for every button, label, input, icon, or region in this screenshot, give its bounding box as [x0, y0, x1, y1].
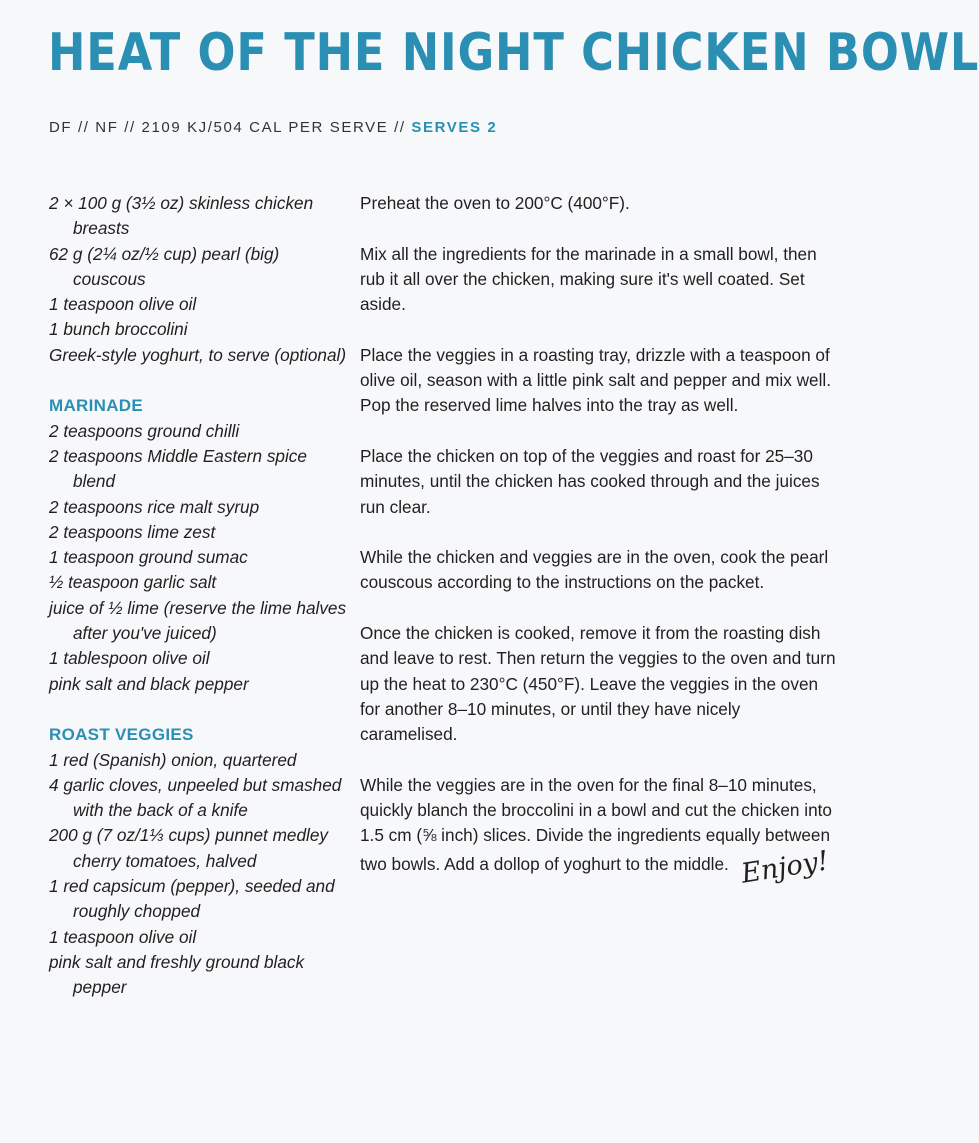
method-column — [360, 191, 838, 902]
enjoy-signoff: Enjoy! — [738, 845, 831, 890]
marinade-item: 2 teaspoons lime zest — [49, 521, 216, 542]
veggie-item: 200 g (7 oz/1⅓ cups) punnet medley cherry tomatoes, halved — [49, 825, 328, 871]
marinade-item: 1 tablespoon olive oil — [49, 648, 210, 669]
veggie-item: 1 teaspoon olive oil — [49, 926, 197, 947]
marinade-item: ½ teaspoon garlic salt — [49, 572, 217, 593]
marinade-item: juice of ½ lime (reserve the lime halves after you've juiced) — [49, 597, 347, 644]
method-step-text: While the veggies are in the oven for the final 8–10 minutes, quickly blanch the broccolini in a bowl and cut the chicken into 1.5 cm (⅝ inch) slices. Divide the ingredients equally between two bowls. Add a dollop of yoghurt to the middle. — [360, 774, 832, 874]
roast-veggies-heading: ROAST VEGGIES — [49, 725, 194, 745]
serves-info: SERVES 2 — [411, 119, 498, 136]
method-step: Preheat the oven to 200°C (400°F). — [360, 193, 630, 213]
method-step: Place the chicken on top of the veggies and roast for 25–30 minutes, until the chicken has cooked through and the juices run clear. — [360, 445, 820, 517]
ingredient-item: 1 teaspoon olive oil — [49, 294, 197, 315]
ingredient-item: 2 × 100 g (3½ oz) skinless chicken breasts — [49, 193, 314, 239]
marinade-item: 2 teaspoons ground chilli — [49, 420, 240, 441]
method-step: Mix all the ingredients for the marinade in a small bowl, then rub it all over the chicken, making sure it's well coated. Set aside. — [360, 243, 817, 315]
veggie-item: 4 garlic cloves, unpeeled but smashed with the back of a knife — [49, 774, 342, 821]
ingredients-column — [49, 191, 349, 1001]
recipe-meta — [49, 119, 497, 136]
marinade-item: pink salt and black pepper — [49, 673, 249, 694]
method-step: While the chicken and veggies are in the oven, cook the pearl couscous according to the instructions on the packet. — [360, 547, 829, 593]
marinade-item: 2 teaspoons Middle Eastern spice blend — [49, 445, 307, 492]
veggie-item: 1 red (Spanish) onion, quartered — [49, 749, 297, 770]
method-step-final — [360, 773, 838, 890]
method-step: Place the veggies in a roasting tray, drizzle with a teaspoon of olive oil, season with a little pink salt and pepper and mix well. Pop the reserved lime halves into the tray as well. — [360, 344, 831, 416]
ingredient-item: Greek-style yoghurt, to serve (optional) — [49, 344, 347, 365]
veggie-item: pink salt and freshly ground black pepper — [49, 951, 305, 998]
method-step: Once the chicken is cooked, remove it from the roasting dish and leave to rest. Then return the veggies to the oven and turn up the heat to 230°C (450°F). Leave the veggies in the oven for another 8–10 minutes, or until they have nicely caramelised. — [360, 623, 836, 745]
marinade-item: 1 teaspoon ground sumac — [49, 547, 248, 568]
veggie-item: 1 red capsicum (pepper), seeded and roughly chopped — [49, 876, 335, 922]
ingredient-item: 1 bunch broccolini — [49, 319, 188, 340]
ingredient-item: 62 g (2¼ oz/½ cup) pearl (big) couscous — [49, 243, 280, 289]
marinade-item: 2 teaspoons rice malt syrup — [49, 496, 260, 517]
marinade-heading: MARINADE — [49, 396, 144, 416]
dietary-info: DF // NF // 2109 KJ/504 CAL PER SERVE // — [49, 119, 406, 136]
recipe-title: HEAT OF THE NIGHT CHICKEN BOWL — [48, 23, 979, 83]
